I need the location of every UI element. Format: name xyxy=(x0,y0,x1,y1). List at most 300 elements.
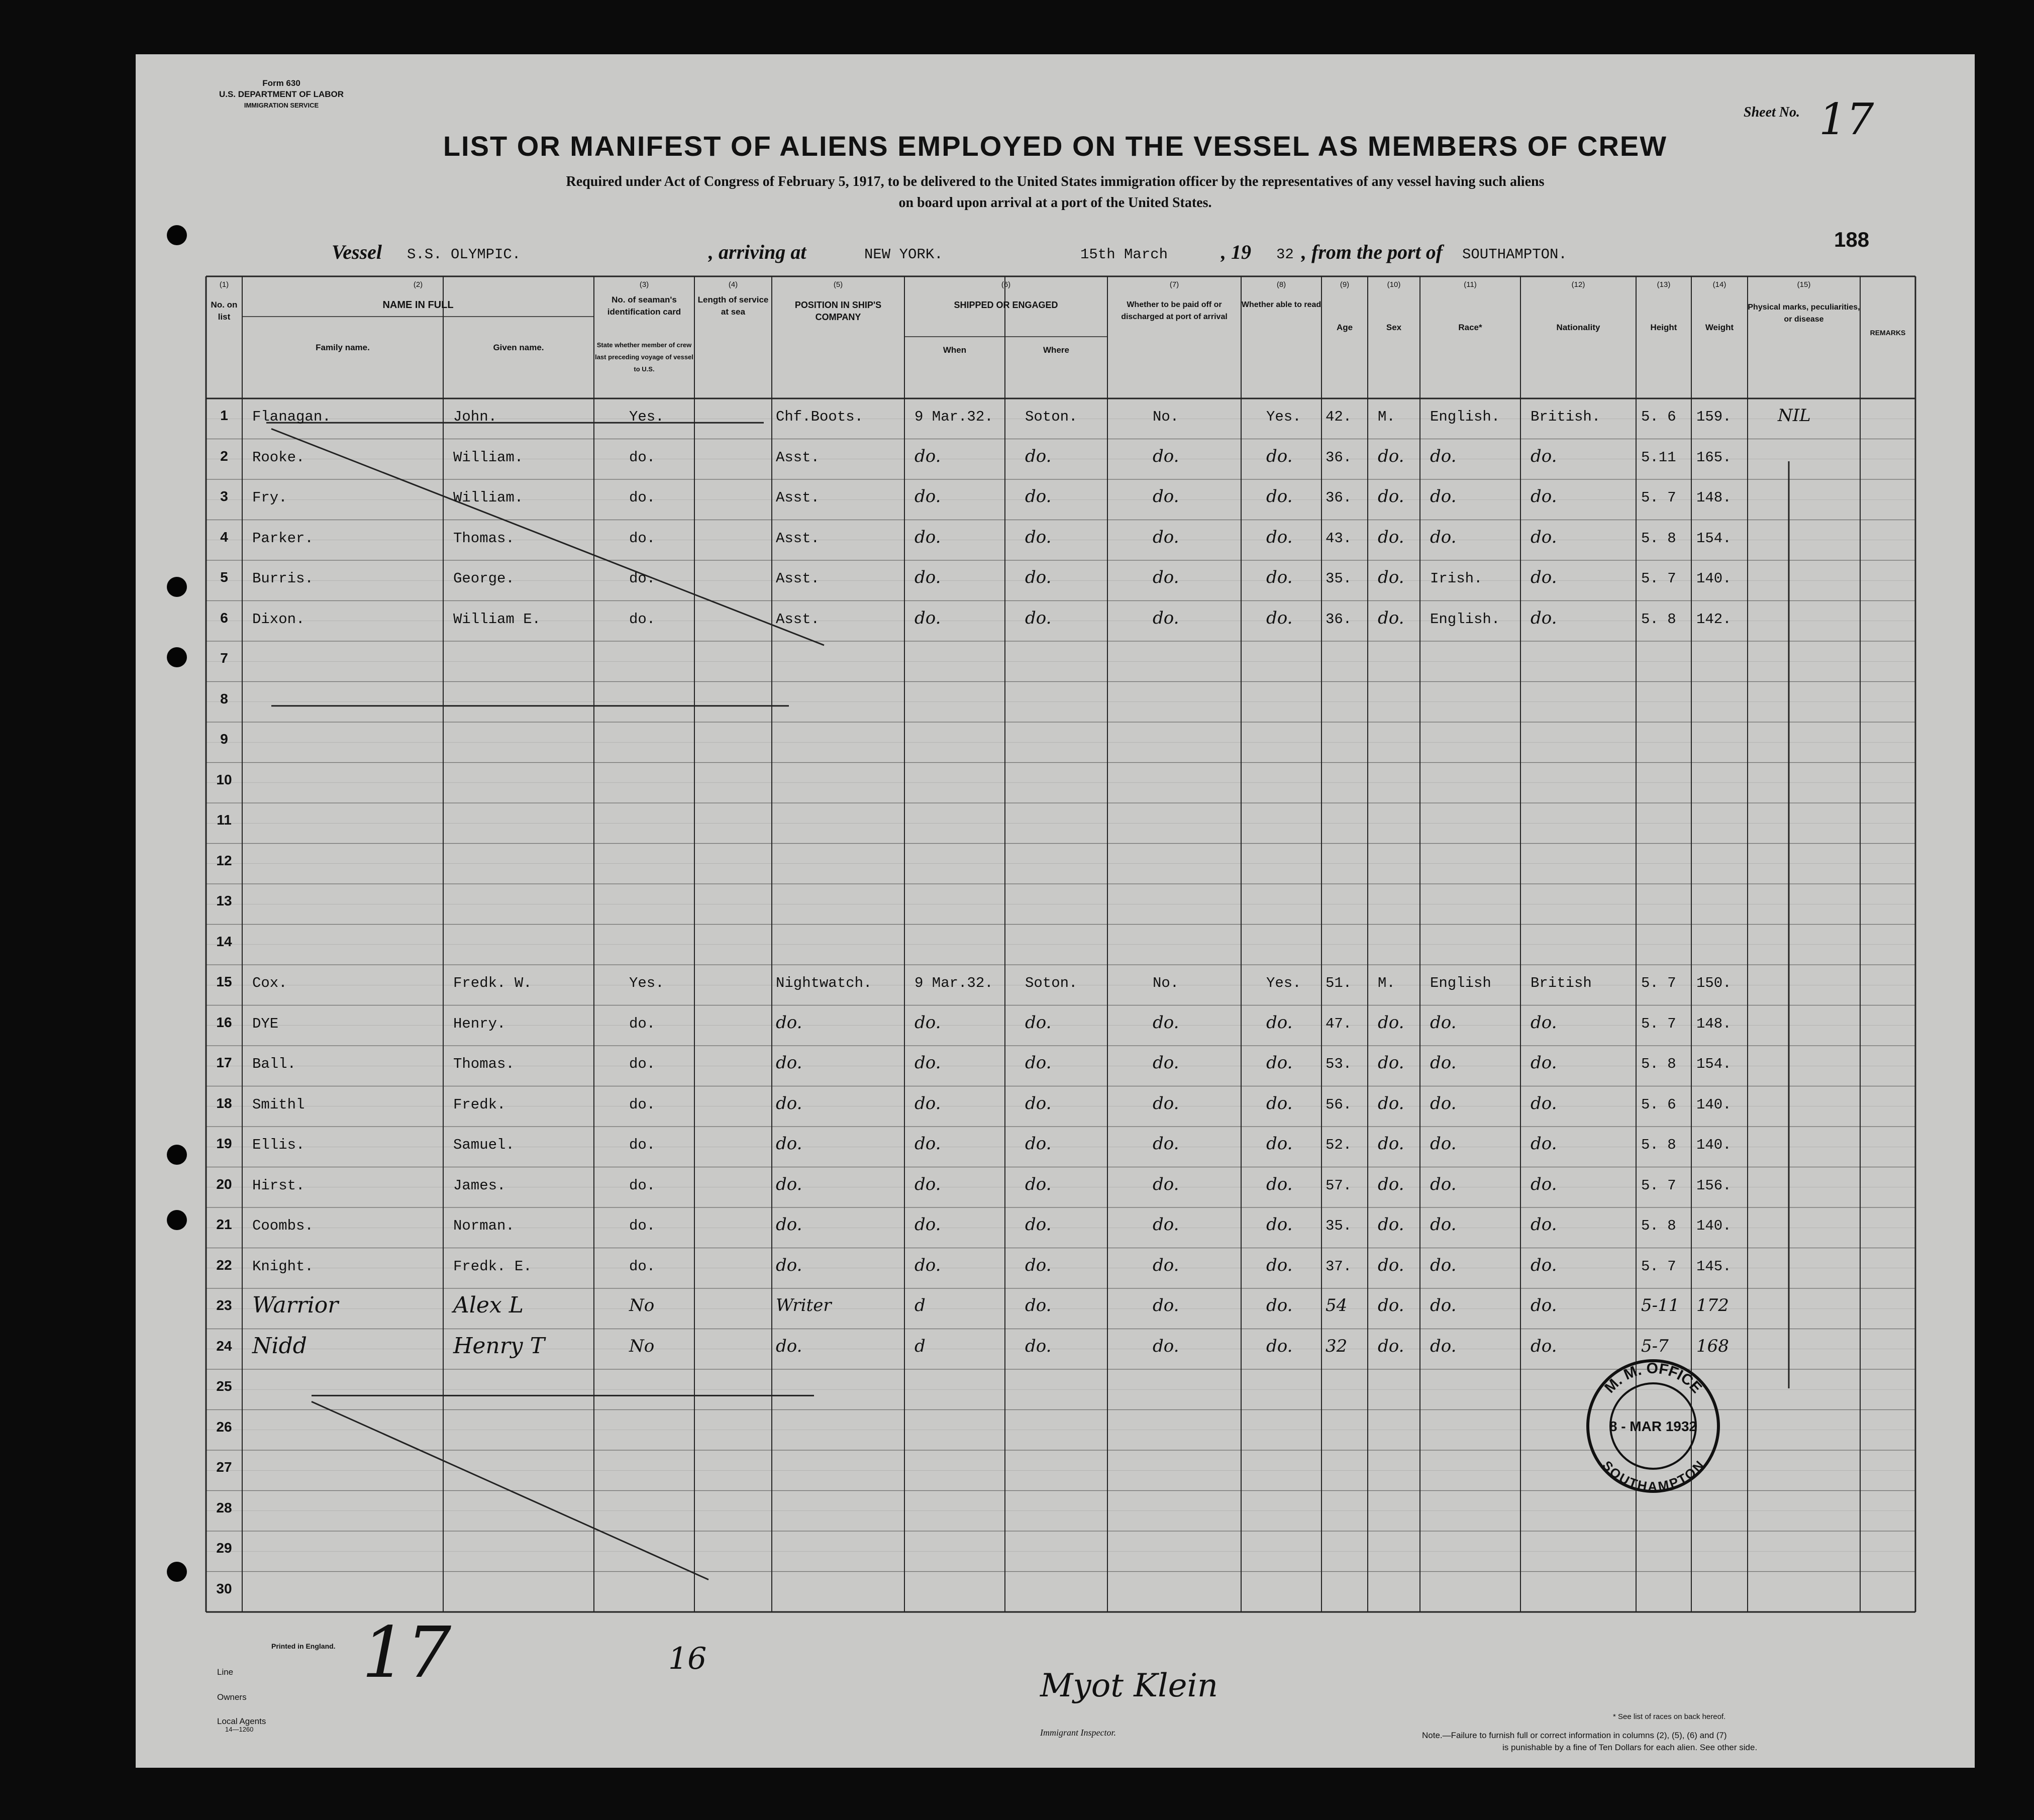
race: do. xyxy=(1430,1012,1457,1033)
table-grid xyxy=(136,54,1975,1768)
sex: do. xyxy=(1378,486,1404,507)
col-header-given-name: Given name. xyxy=(493,343,544,352)
family-name: Hirst. xyxy=(252,1177,305,1194)
shipped-where: do. xyxy=(1025,608,1052,628)
stamp-bottom-text: SOUTHAMPTON xyxy=(1599,1458,1707,1494)
svg-text:SOUTHAMPTON xyxy=(1599,1458,1707,1494)
previous-voyage: do. xyxy=(629,449,656,466)
punch-hole xyxy=(167,1210,187,1230)
previous-voyage: do. xyxy=(629,1137,656,1153)
col-header-family-name: Family name. xyxy=(316,343,370,352)
col-number: (1) xyxy=(219,280,229,289)
race: do. xyxy=(1430,1336,1457,1356)
previous-voyage: do. xyxy=(629,570,656,587)
paid-off: do. xyxy=(1153,1012,1179,1033)
shipped-when: do. xyxy=(914,1012,941,1033)
position: Asst. xyxy=(776,570,820,587)
col-header-no-on-list: No. on list xyxy=(211,300,238,322)
sex: do. xyxy=(1378,446,1404,466)
race: do. xyxy=(1430,1255,1457,1275)
position: do. xyxy=(776,1255,802,1275)
height: 5. 8 xyxy=(1641,530,1676,547)
previous-voyage: No xyxy=(629,1336,655,1356)
previous-voyage: do. xyxy=(629,1177,656,1194)
family-name: Warrior xyxy=(252,1292,339,1318)
able-to-read: do. xyxy=(1266,1215,1293,1235)
previous-voyage: do. xyxy=(629,1218,656,1234)
able-to-read: do. xyxy=(1266,1174,1293,1194)
col-header-physical-marks: Physical marks, peculiarities, or disease xyxy=(1748,303,1860,324)
row-number: 20 xyxy=(216,1176,232,1192)
race: do. xyxy=(1430,1093,1457,1114)
row-number: 26 xyxy=(216,1419,232,1435)
nationality: do. xyxy=(1531,1295,1557,1316)
able-to-read: do. xyxy=(1266,1336,1293,1356)
shipped-where: do. xyxy=(1025,1295,1052,1316)
weight: 165. xyxy=(1696,449,1732,466)
previous-voyage: Yes. xyxy=(629,975,664,991)
col-header-length-of-service: Length of service at sea xyxy=(697,295,769,317)
race: English. xyxy=(1430,611,1500,628)
family-name: Smithl xyxy=(252,1096,305,1113)
shipped-when: do. xyxy=(914,1093,941,1114)
shipped-where: Soton. xyxy=(1025,975,1078,991)
able-to-read: do. xyxy=(1266,486,1293,507)
family-name: Cox. xyxy=(252,975,287,991)
able-to-read: do. xyxy=(1266,446,1293,466)
race: do. xyxy=(1430,1215,1457,1235)
age: 42. xyxy=(1326,409,1352,425)
shipped-when: do. xyxy=(914,608,941,628)
position: Asst. xyxy=(776,530,820,547)
col-number: (7) xyxy=(1169,280,1179,289)
given-name: John. xyxy=(453,409,497,425)
sex: do. xyxy=(1378,1295,1404,1316)
height: 5. 7 xyxy=(1641,489,1676,506)
stamp-number: 188 xyxy=(1834,228,1870,251)
given-name: William E. xyxy=(453,611,541,628)
col-number: (11) xyxy=(1464,280,1477,289)
family-name: Parker. xyxy=(252,530,314,547)
position: Chf.Boots. xyxy=(776,409,864,425)
row-number: 12 xyxy=(216,852,232,868)
printed-note: Printed in England. xyxy=(271,1642,336,1650)
row-number: 30 xyxy=(216,1580,232,1596)
row-number: 6 xyxy=(220,610,228,626)
age: 52. xyxy=(1326,1137,1352,1153)
given-name: Fredk. W. xyxy=(453,975,532,991)
col-number: (3) xyxy=(639,280,649,289)
shipped-where: do. xyxy=(1025,1134,1052,1154)
shipped-when: do. xyxy=(914,527,941,547)
paid-off: do. xyxy=(1153,1336,1179,1356)
row-number: 9 xyxy=(220,731,228,747)
age: 57. xyxy=(1326,1177,1352,1194)
sex: do. xyxy=(1378,1174,1404,1194)
col-header-when: When xyxy=(943,345,967,355)
stamp-date: 8 - MAR 1932 xyxy=(1609,1419,1697,1434)
given-name: James. xyxy=(453,1177,506,1194)
position: do. xyxy=(776,1215,802,1235)
position: do. xyxy=(776,1336,802,1356)
nationality: British xyxy=(1531,975,1592,991)
height: 5. 7 xyxy=(1641,975,1676,991)
col-header-id-card: No. of seaman's identification card xyxy=(607,295,681,317)
shipped-where: do. xyxy=(1025,1012,1052,1033)
shipped-where: do. xyxy=(1025,1255,1052,1275)
race: English xyxy=(1430,975,1491,991)
sheet-number: 17 xyxy=(1819,94,1874,145)
height: 5. 8 xyxy=(1641,1056,1676,1072)
row-number: 18 xyxy=(216,1095,232,1111)
row-number: 16 xyxy=(216,1014,232,1030)
departure-port: SOUTHAMPTON. xyxy=(1462,246,1567,263)
given-name: William. xyxy=(453,449,524,466)
sex: do. xyxy=(1378,567,1404,587)
able-to-read: do. xyxy=(1266,1053,1293,1073)
weight: 148. xyxy=(1696,1015,1732,1032)
previous-voyage: Yes. xyxy=(629,409,664,425)
nationality: British. xyxy=(1531,409,1601,425)
sex: do. xyxy=(1378,1215,1404,1235)
col-header-shipped-engaged: SHIPPED OR ENGAGED xyxy=(954,300,1058,310)
sex: do. xyxy=(1378,1093,1404,1114)
physical-marks: NIL xyxy=(1778,406,1811,426)
col-header-position: POSITION IN SHIP'S COMPANY xyxy=(794,300,882,322)
weight: 154. xyxy=(1696,1056,1732,1072)
office-stamp xyxy=(1578,1351,1728,1504)
shipped-where: do. xyxy=(1025,1053,1052,1073)
year-value: 32 xyxy=(1276,246,1294,263)
row-number: 2 xyxy=(220,448,228,464)
age: 36. xyxy=(1326,611,1352,628)
shipped-when: do. xyxy=(914,567,941,587)
age: 43. xyxy=(1326,530,1352,547)
position: do. xyxy=(776,1174,802,1194)
col-header-name: NAME IN FULL xyxy=(382,299,454,311)
handwritten-mark-16: 16 xyxy=(668,1641,707,1676)
shipped-where: do. xyxy=(1025,527,1052,547)
race: do. xyxy=(1430,527,1457,547)
sex: do. xyxy=(1378,527,1404,547)
paid-off: do. xyxy=(1153,527,1179,547)
col-header-weight: Weight xyxy=(1705,323,1734,332)
sex: do. xyxy=(1378,1053,1404,1073)
paid-off: do. xyxy=(1153,1093,1179,1114)
paid-off: do. xyxy=(1153,1134,1179,1154)
height: 5.11 xyxy=(1641,449,1676,466)
inspector-signature: Myot Klein xyxy=(1040,1667,1218,1704)
vessel-label: Vessel xyxy=(332,241,382,263)
shipped-when: do. xyxy=(914,1134,941,1154)
shipped-when: do. xyxy=(914,446,941,466)
age: 36. xyxy=(1326,489,1352,506)
line-label: Line xyxy=(217,1667,234,1677)
weight: 140. xyxy=(1696,1096,1732,1113)
col-number: (13) xyxy=(1657,280,1671,289)
shipped-when: do. xyxy=(914,1215,941,1235)
col-number: (8) xyxy=(1276,280,1286,289)
shipped-where: do. xyxy=(1025,1174,1052,1194)
height: 5. 6 xyxy=(1641,1096,1676,1113)
svg-text:M. M. OFFICE xyxy=(1601,1360,1705,1396)
col-header-able-to-read: Whether able to read xyxy=(1241,300,1321,309)
height: 5. 7 xyxy=(1641,1015,1676,1032)
position: do. xyxy=(776,1134,802,1154)
penalty-note-2: is punishable by a fine of Ten Dollars for each alien. See other side. xyxy=(1502,1743,1758,1752)
penalty-note-1: Note.—Failure to furnish full or correct information in columns (2), (5), (6) and (7) xyxy=(1422,1731,1727,1740)
row-number: 3 xyxy=(220,488,228,504)
given-name: Samuel. xyxy=(453,1137,515,1153)
weight: 154. xyxy=(1696,530,1732,547)
row-number: 1 xyxy=(220,408,228,423)
col-number: (5) xyxy=(833,280,843,289)
row-number: 24 xyxy=(216,1338,232,1354)
paid-off: do. xyxy=(1153,1215,1179,1235)
paid-off: do. xyxy=(1153,1255,1179,1275)
row-number: 10 xyxy=(216,771,232,787)
given-name: Henry T xyxy=(453,1333,545,1359)
able-to-read: do. xyxy=(1266,1134,1293,1154)
paid-off: do. xyxy=(1153,446,1179,466)
position: Writer xyxy=(776,1295,832,1316)
age: 36. xyxy=(1326,449,1352,466)
nationality: do. xyxy=(1531,1174,1557,1194)
paid-off: do. xyxy=(1153,567,1179,587)
previous-voyage: do. xyxy=(629,1096,656,1113)
row-number: 11 xyxy=(217,812,232,828)
shipped-where: do. xyxy=(1025,1215,1052,1235)
from-port-label: , from the port of xyxy=(1301,241,1443,263)
weight: 140. xyxy=(1696,1218,1732,1234)
nationality: do. xyxy=(1531,446,1557,466)
shipped-when: 9 Mar.32. xyxy=(914,975,993,991)
age: 54 xyxy=(1326,1295,1348,1316)
col-header-race: Race* xyxy=(1458,323,1482,332)
shipped-when: d xyxy=(914,1336,926,1356)
row-number: 21 xyxy=(216,1217,232,1232)
nationality: do. xyxy=(1531,1012,1557,1033)
height: 5. 8 xyxy=(1641,1137,1676,1153)
service: IMMIGRATION SERVICE xyxy=(244,102,319,109)
arrival-date: 15th March xyxy=(1080,246,1168,263)
nationality: do. xyxy=(1531,1336,1557,1356)
paid-off: do. xyxy=(1153,1295,1179,1316)
age: 35. xyxy=(1326,1218,1352,1234)
family-name: DYE xyxy=(252,1015,279,1032)
nationality: do. xyxy=(1531,1053,1557,1073)
weight: 159. xyxy=(1696,409,1732,425)
position: Asst. xyxy=(776,611,820,628)
agents-label: Local Agents xyxy=(217,1716,266,1726)
height: 5. 8 xyxy=(1641,611,1676,628)
able-to-read: do. xyxy=(1266,1012,1293,1033)
height: 5-7 xyxy=(1641,1336,1669,1356)
shipped-when: do. xyxy=(914,1255,941,1275)
given-name: Alex L xyxy=(453,1292,524,1318)
col-number: (12) xyxy=(1571,280,1585,289)
department: U.S. DEPARTMENT OF LABOR xyxy=(219,89,344,99)
height: 5. 7 xyxy=(1641,570,1676,587)
col-number: (14) xyxy=(1712,280,1726,289)
shipped-when: 9 Mar.32. xyxy=(914,409,993,425)
year-label: , 19 xyxy=(1221,241,1251,263)
punch-hole xyxy=(167,1145,187,1165)
weight: 168 xyxy=(1696,1336,1729,1356)
nationality: do. xyxy=(1531,486,1557,507)
row-number: 22 xyxy=(216,1257,232,1273)
sex: M. xyxy=(1378,409,1395,425)
shipped-where: do. xyxy=(1025,1093,1052,1114)
sex: M. xyxy=(1378,975,1395,991)
row-number: 28 xyxy=(216,1499,232,1515)
nationality: do. xyxy=(1531,1215,1557,1235)
paid-off: do. xyxy=(1153,486,1179,507)
family-name: Rooke. xyxy=(252,449,305,466)
shipped-where: do. xyxy=(1025,567,1052,587)
given-name: George. xyxy=(453,570,515,587)
row-number: 4 xyxy=(220,529,228,545)
age: 53. xyxy=(1326,1056,1352,1072)
col-header-remarks: REMARKS xyxy=(1870,329,1906,337)
previous-voyage: do. xyxy=(629,1056,656,1072)
form-code: 14—1260 xyxy=(225,1726,254,1733)
family-name: Fry. xyxy=(252,489,287,506)
row-number: 15 xyxy=(216,974,232,989)
weight: 140. xyxy=(1696,1137,1732,1153)
weight: 148. xyxy=(1696,489,1732,506)
owners-label: Owners xyxy=(217,1692,247,1702)
able-to-read: Yes. xyxy=(1266,975,1301,991)
race: do. xyxy=(1430,446,1457,466)
given-name: Henry. xyxy=(453,1015,506,1032)
row-number: 27 xyxy=(216,1459,232,1475)
able-to-read: do. xyxy=(1266,608,1293,628)
age: 32 xyxy=(1326,1336,1348,1356)
height: 5. 7 xyxy=(1641,1177,1676,1194)
family-name: Knight. xyxy=(252,1258,314,1275)
col-number: (2) xyxy=(413,280,423,289)
able-to-read: do. xyxy=(1266,1093,1293,1114)
race: English. xyxy=(1430,409,1500,425)
shipped-where: do. xyxy=(1025,1336,1052,1356)
given-name: Thomas. xyxy=(453,530,515,547)
row-number: 14 xyxy=(216,933,232,949)
shipped-when: d xyxy=(914,1295,926,1316)
position: Asst. xyxy=(776,449,820,466)
subtitle-line-2: on board upon arrival at a port of the United States. xyxy=(898,195,1212,211)
previous-voyage: do. xyxy=(629,611,656,628)
weight: 150. xyxy=(1696,975,1732,991)
able-to-read: do. xyxy=(1266,1255,1293,1275)
weight: 156. xyxy=(1696,1177,1732,1194)
age: 51. xyxy=(1326,975,1352,991)
given-name: Fredk. E. xyxy=(453,1258,532,1275)
age: 56. xyxy=(1326,1096,1352,1113)
page-title: LIST OR MANIFEST OF ALIENS EMPLOYED ON THE VESSEL AS MEMBERS OF CREW xyxy=(443,130,1668,162)
arriving-label: , arriving at xyxy=(708,241,806,263)
height: 5-11 xyxy=(1641,1295,1680,1316)
nationality: do. xyxy=(1531,527,1557,547)
position: do. xyxy=(776,1093,802,1114)
col-header-height: Height xyxy=(1650,323,1677,332)
shipped-where: Soton. xyxy=(1025,409,1078,425)
stamp-top-text: M. M. OFFICE xyxy=(1601,1360,1705,1396)
family-name: Burris. xyxy=(252,570,314,587)
family-name: Dixon. xyxy=(252,611,305,628)
nationality: do. xyxy=(1531,1255,1557,1275)
row-number: 5 xyxy=(220,569,228,585)
race: Irish. xyxy=(1430,570,1483,587)
able-to-read: do. xyxy=(1266,527,1293,547)
shipped-where: do. xyxy=(1025,446,1052,466)
handwritten-mark-17: 17 xyxy=(362,1612,452,1694)
vessel-name: S.S. OLYMPIC. xyxy=(407,246,521,263)
punch-hole xyxy=(167,1562,187,1582)
previous-voyage: do. xyxy=(629,530,656,547)
col-header-age: Age xyxy=(1336,323,1353,332)
race: do. xyxy=(1430,1053,1457,1073)
row-number: 25 xyxy=(216,1378,232,1394)
shipped-when: do. xyxy=(914,486,941,507)
sex: do. xyxy=(1378,1134,1404,1154)
row-number: 29 xyxy=(216,1540,232,1556)
form-number: Form 630 xyxy=(262,78,300,88)
col-number: (4) xyxy=(728,280,738,289)
row-number: 13 xyxy=(216,893,232,908)
age: 37. xyxy=(1326,1258,1352,1275)
col-number: (6) xyxy=(1001,280,1011,289)
col-header-paid-off: Whether to be paid off or discharged at port of arrival xyxy=(1121,300,1228,321)
row-number: 23 xyxy=(216,1297,232,1313)
paid-off: No. xyxy=(1153,975,1179,991)
paid-off: No. xyxy=(1153,409,1179,425)
paid-off: do. xyxy=(1153,1053,1179,1073)
previous-voyage: No xyxy=(629,1295,655,1316)
given-name: Norman. xyxy=(453,1218,515,1234)
weight: 172 xyxy=(1696,1295,1729,1316)
family-name: Nidd xyxy=(252,1333,307,1359)
row-number: 8 xyxy=(220,690,228,706)
race: do. xyxy=(1430,1295,1457,1316)
sheet-label: Sheet No. xyxy=(1744,105,1800,120)
weight: 145. xyxy=(1696,1258,1732,1275)
nationality: do. xyxy=(1531,1093,1557,1114)
previous-voyage: do. xyxy=(629,489,656,506)
given-name: William. xyxy=(453,489,524,506)
col-header-where: Where xyxy=(1043,345,1069,355)
row-number: 17 xyxy=(216,1055,232,1070)
nationality: do. xyxy=(1531,608,1557,628)
subtitle-line-1: Required under Act of Congress of February 5, 1917, to be delivered to the United States immigration officer by the representatives of any vessel having such aliens xyxy=(566,174,1545,189)
punch-hole xyxy=(167,577,187,597)
given-name: Thomas. xyxy=(453,1056,515,1072)
family-name: Ball. xyxy=(252,1056,296,1072)
col-header-nationality: Nationality xyxy=(1556,323,1600,332)
position: Asst. xyxy=(776,489,820,506)
paid-off: do. xyxy=(1153,1174,1179,1194)
sex: do. xyxy=(1378,1336,1404,1356)
col-number: (10) xyxy=(1387,280,1401,289)
col-header-previous-voyage: State whether member of crew last preceding voyage of vessel to U.S. xyxy=(595,341,693,373)
race: do. xyxy=(1430,486,1457,507)
age: 35. xyxy=(1326,570,1352,587)
sex: do. xyxy=(1378,1012,1404,1033)
manifest-sheet xyxy=(136,54,1975,1768)
position: do. xyxy=(776,1053,802,1073)
nationality: do. xyxy=(1531,567,1557,587)
family-name: Ellis. xyxy=(252,1137,305,1153)
